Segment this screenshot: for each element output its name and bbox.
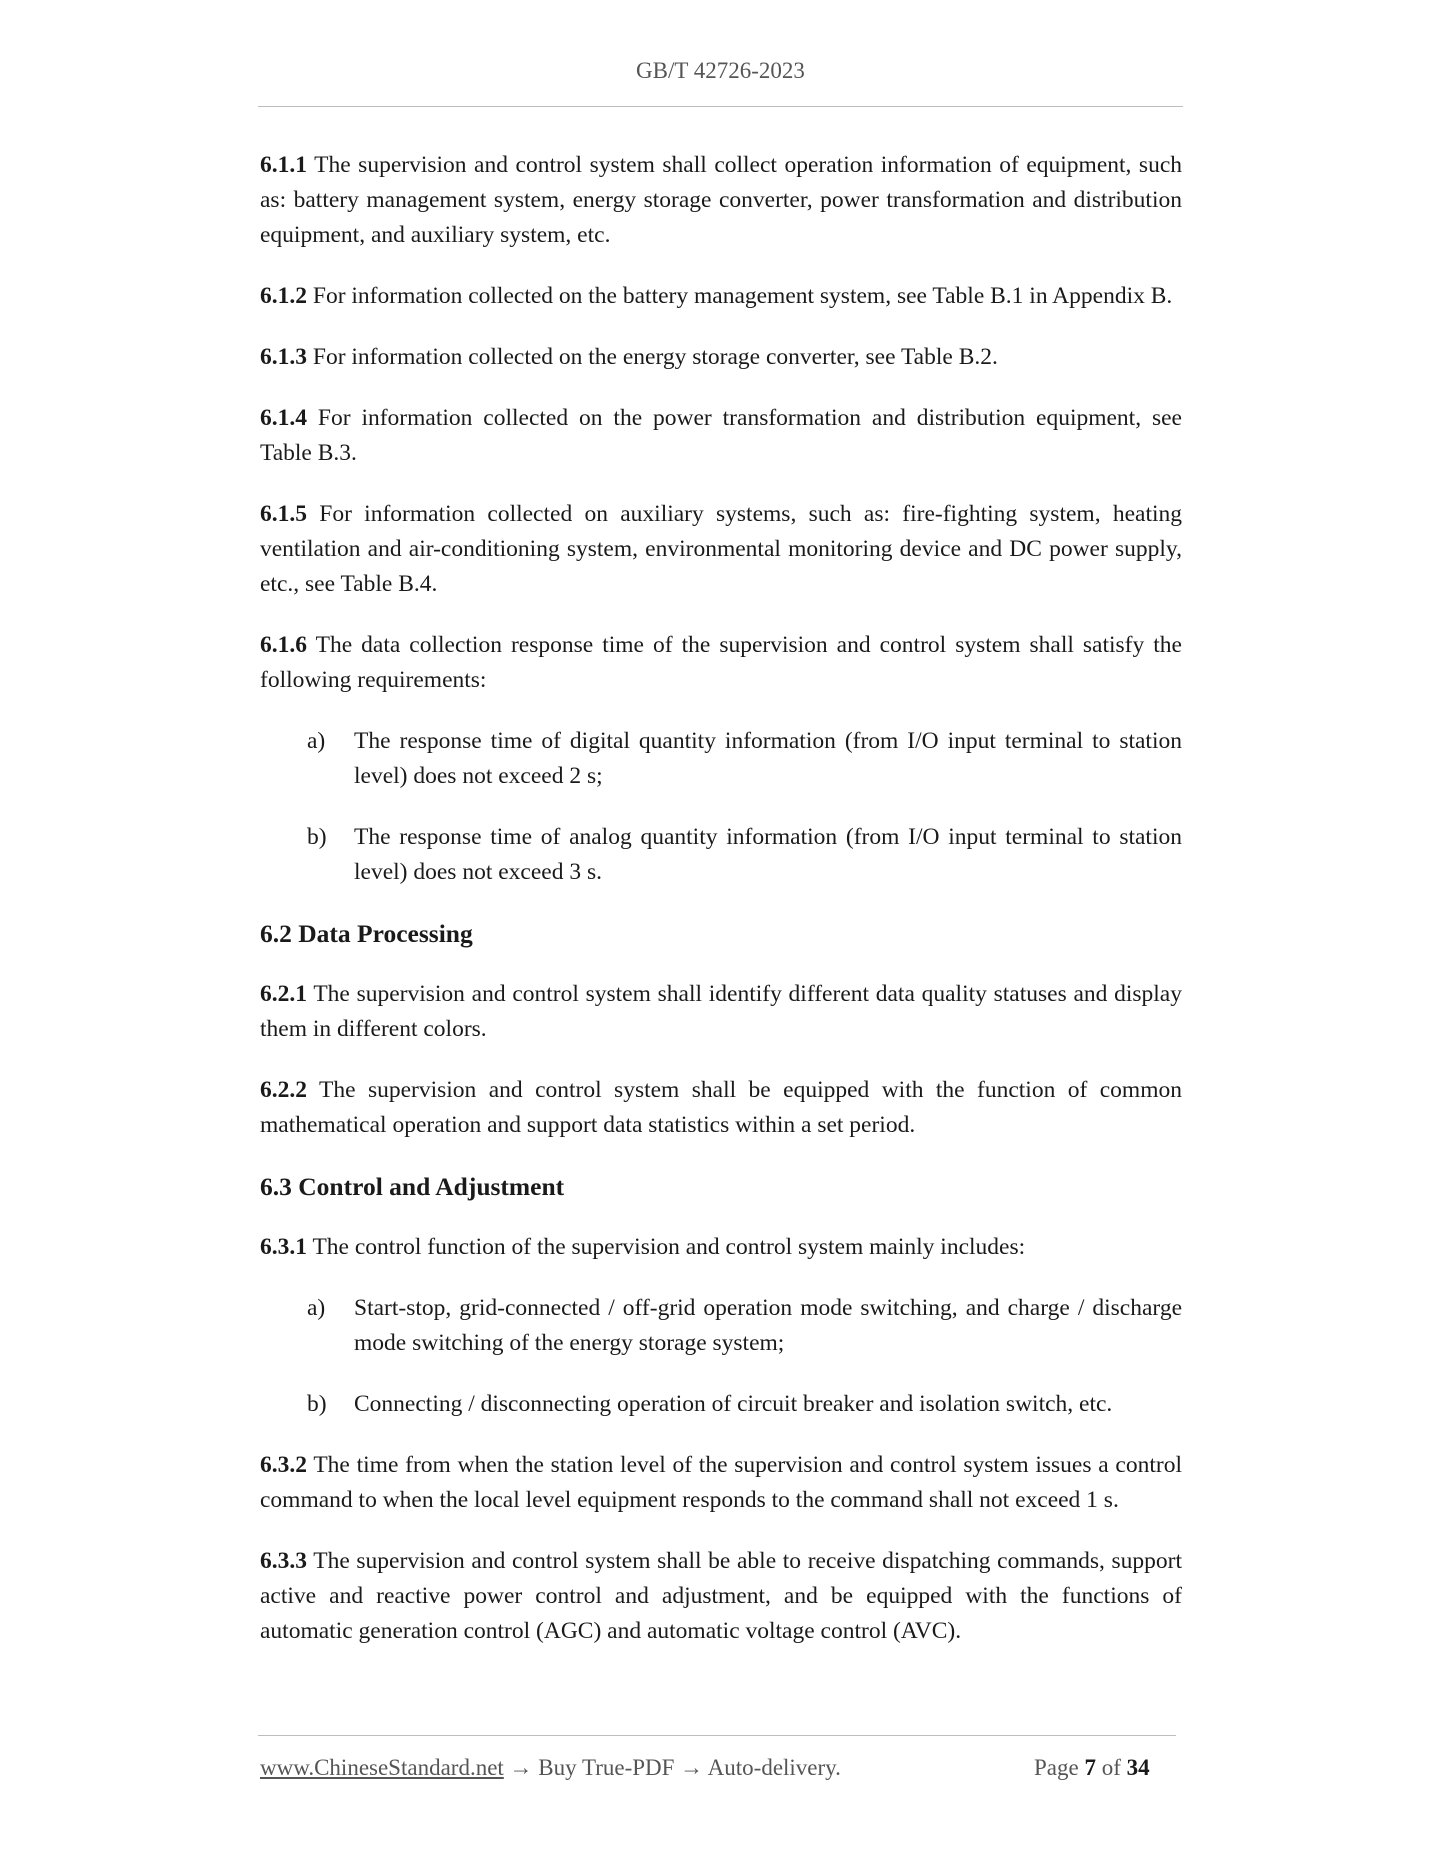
clause-6-1-6 bbox=[260, 628, 1182, 698]
clause-number: 6.1.4 bbox=[260, 405, 307, 431]
clause-6-3-2 bbox=[260, 1448, 1182, 1518]
clause-text: The supervision and control system shall collect operation information of equipment, such as: battery management system, energy storage converter, power transformation and distribution equipment, and auxiliary system, etc. bbox=[260, 152, 1183, 248]
clause-text: For information collected on the power transformation and distribution equipment, see Table B.3. bbox=[260, 405, 1182, 466]
list-marker: b) bbox=[307, 1391, 327, 1417]
page-label: Page bbox=[1034, 1755, 1079, 1780]
clause-number: 6.1.6 bbox=[260, 632, 307, 658]
list-item bbox=[260, 820, 1182, 890]
page-indicator bbox=[1034, 1755, 1150, 1781]
clause-number: 6.3.3 bbox=[260, 1548, 307, 1574]
website-link[interactable]: www.ChineseStandard.net bbox=[260, 1755, 504, 1780]
clause-6-1-2 bbox=[260, 279, 1182, 314]
document-header-title: GB/T 42726-2023 bbox=[636, 58, 805, 83]
clause-number: 6.1.2 bbox=[260, 283, 307, 309]
clause-text: For information collected on the battery management system, see Table B.1 in Appendix B. bbox=[312, 283, 1173, 309]
list-item-text: Connecting / disconnecting operation of circuit breaker and isolation switch, etc. bbox=[354, 1391, 1113, 1417]
list-marker: a) bbox=[307, 1295, 326, 1321]
clause-number: 6.3.1 bbox=[260, 1234, 307, 1260]
clause-6-1-5 bbox=[260, 497, 1182, 602]
list-item bbox=[260, 1387, 1182, 1422]
list-item bbox=[260, 724, 1182, 794]
clause-number: 6.1.5 bbox=[260, 501, 307, 527]
section-heading-6-3: 6.3 Control and Adjustment bbox=[260, 1172, 565, 1201]
page-current-number: 7 bbox=[1084, 1755, 1096, 1780]
clause-number: 6.3.2 bbox=[260, 1452, 307, 1478]
footer-divider bbox=[258, 1735, 1176, 1736]
clause-number: 6.2.1 bbox=[260, 981, 307, 1007]
clause-text: The control function of the supervision and control system mainly includes: bbox=[312, 1234, 1026, 1260]
page-total-number: 34 bbox=[1126, 1755, 1150, 1780]
clause-text: For information collected on the energy storage converter, see Table B.2. bbox=[312, 344, 998, 370]
section-heading-6-2: 6.2 Data Processing bbox=[260, 919, 473, 948]
clause-6-2-1 bbox=[260, 977, 1182, 1047]
clause-text: The time from when the station level of the supervision and control system issues a control command to when the local level equipment responds to the command shall not exceed 1 s. bbox=[260, 1452, 1182, 1513]
clause-6-3-1 bbox=[260, 1230, 1182, 1265]
clause-number: 6.2.2 bbox=[260, 1077, 307, 1103]
document-body bbox=[260, 148, 1182, 1675]
clause-6-1-1 bbox=[260, 148, 1182, 253]
list-item-text: Start-stop, grid-connected / off-grid operation mode switching, and charge / discharge mode switching of the energy storage system; bbox=[354, 1295, 1182, 1356]
clause-6-2-2 bbox=[260, 1073, 1182, 1143]
clause-6-3-3 bbox=[260, 1544, 1182, 1649]
clause-text: The data collection response time of the supervision and control system shall satisfy the following requirements: bbox=[260, 632, 1182, 693]
footer-promo bbox=[260, 1755, 841, 1781]
list-marker: a) bbox=[307, 728, 326, 754]
clause-6-1-3 bbox=[260, 340, 1182, 375]
list-item-text: The response time of analog quantity information (from I/O input terminal to station level) does not exceed 3 s. bbox=[354, 824, 1182, 885]
clause-text: The supervision and control system shall be able to receive dispatching commands, support active and reactive power control and adjustment, and be equipped with the functions of automatic generation control (AGC) and automatic voltage control (AVC). bbox=[260, 1548, 1182, 1644]
clause-number: 6.1.1 bbox=[260, 152, 307, 178]
footer-promo-text: → Buy True-PDF → Auto-delivery. bbox=[509, 1755, 841, 1780]
clause-number: 6.1.3 bbox=[260, 344, 307, 370]
list-item bbox=[260, 1291, 1182, 1361]
page-of-label: of bbox=[1101, 1755, 1121, 1780]
clause-6-1-4 bbox=[260, 401, 1182, 471]
clause-text: For information collected on auxiliary systems, such as: fire-fighting system, heating ventilation and air-conditioning system, environmental monitoring device and DC power supply, etc., see Table B.4. bbox=[260, 501, 1182, 597]
header-divider bbox=[258, 106, 1183, 107]
clause-text: The supervision and control system shall be equipped with the function of common mathematical operation and support data statistics within a set period. bbox=[260, 1077, 1182, 1138]
list-item-text: The response time of digital quantity information (from I/O input terminal to station level) does not exceed 2 s; bbox=[354, 728, 1182, 789]
clause-text: The supervision and control system shall identify different data quality statuses and display them in different colors. bbox=[260, 981, 1182, 1042]
list-marker: b) bbox=[307, 824, 327, 850]
